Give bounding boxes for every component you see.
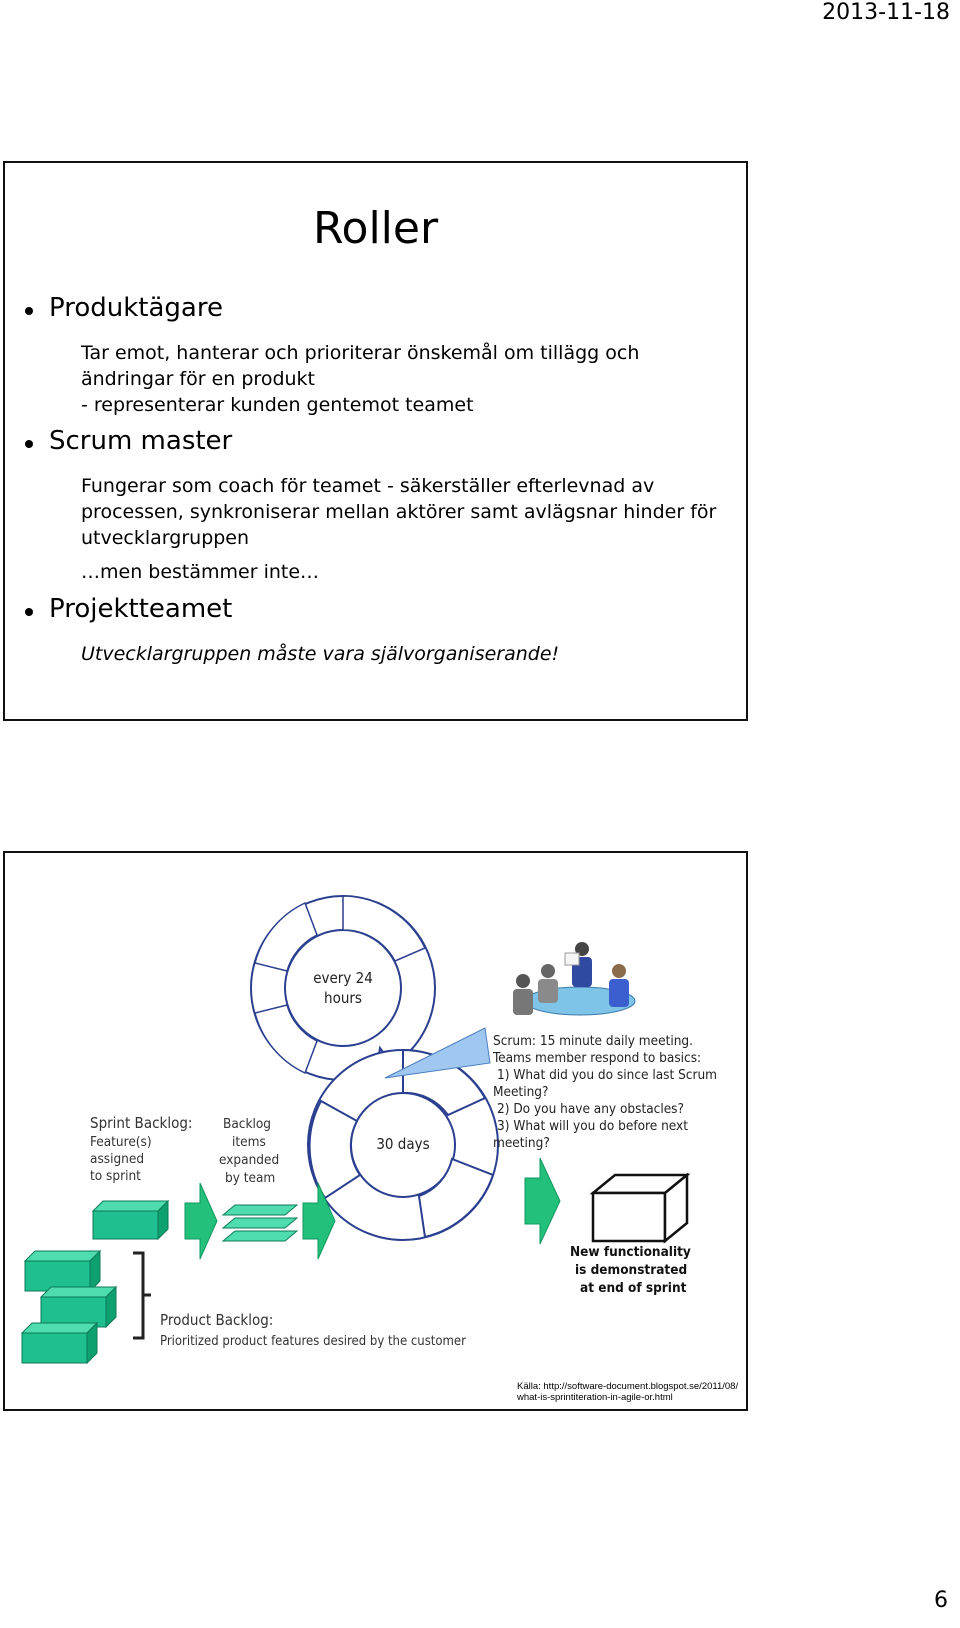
slide-title: Roller bbox=[312, 203, 439, 254]
bullet-heading: Projektteamet bbox=[49, 594, 233, 624]
slide-roller bbox=[3, 161, 748, 721]
source-line: Källa: http://software-document.blogspot.se/2011/08/ bbox=[517, 1381, 739, 1392]
sprint-backlog-line: to sprint bbox=[90, 1168, 141, 1184]
scrum-text-line: Teams member respond to basics: bbox=[493, 1050, 702, 1066]
date-header: 2013-11-18 bbox=[822, 0, 950, 25]
arrow-right-icon bbox=[525, 1158, 560, 1244]
new-functionality-line: is demonstrated bbox=[575, 1262, 688, 1278]
scrum-master-extra bbox=[81, 559, 721, 585]
backlog-items-line: expanded bbox=[219, 1152, 280, 1168]
text-line: utvecklargruppen bbox=[81, 527, 250, 549]
text-line: Utvecklargruppen måste vara självorganiserande! bbox=[81, 643, 560, 665]
produktagare-text bbox=[81, 340, 721, 418]
scrum-process-diagram bbox=[5, 853, 746, 1409]
bullet-dot bbox=[25, 608, 33, 616]
bullet-heading: Scrum master bbox=[49, 426, 233, 456]
arrow-right-icon bbox=[185, 1183, 217, 1259]
source-line: what-is-sprintiteration-in-agile-or.html bbox=[517, 1392, 673, 1403]
bullet-produktagare bbox=[49, 293, 223, 323]
scrum-text-line: Meeting? bbox=[493, 1084, 549, 1100]
bullet-projektteamet bbox=[49, 594, 232, 624]
backlog-cube bbox=[25, 1251, 100, 1291]
backlog-items-line: by team bbox=[225, 1170, 276, 1186]
sprint-label: 30 days bbox=[376, 1135, 430, 1153]
slide-scrum-diagram bbox=[3, 851, 748, 1411]
backlog-cube bbox=[22, 1323, 97, 1363]
scrum-text-line: 3) What will you do before next bbox=[497, 1118, 688, 1134]
bullet-dot bbox=[25, 307, 33, 315]
sprint-backlog-line: assigned bbox=[90, 1151, 145, 1167]
scrum-text-line: meeting? bbox=[493, 1135, 550, 1151]
product-backlog-title: Product Backlog: bbox=[160, 1311, 274, 1329]
new-functionality-line: at end of sprint bbox=[580, 1280, 687, 1296]
scrum-master-text bbox=[81, 473, 721, 551]
scrum-text-line: 2) Do you have any obstacles? bbox=[497, 1101, 684, 1117]
text-line: ändringar för en produkt bbox=[81, 368, 316, 390]
product-backlog-desc: Prioritized product features desired by the customer bbox=[160, 1334, 466, 1349]
bracket-icon bbox=[133, 1253, 151, 1338]
daily-label-line2: hours bbox=[324, 989, 362, 1007]
projektteamet-text bbox=[81, 641, 721, 667]
text-line: Tar emot, hanterar och prioriterar önskemål om tillägg och bbox=[81, 342, 640, 364]
scrum-text-line: Scrum: 15 minute daily meeting. bbox=[493, 1033, 693, 1049]
text-line: - representerar kunden gentemot teamet bbox=[81, 394, 474, 416]
backlog-items-line: items bbox=[232, 1134, 266, 1150]
text-line: Fungerar som coach för teamet - säkerställer efterlevnad av bbox=[81, 475, 655, 497]
backlog-items-line: Backlog bbox=[223, 1116, 272, 1132]
expanded-items-stack bbox=[223, 1205, 297, 1241]
bullet-dot bbox=[25, 440, 33, 448]
page-number: 6 bbox=[934, 1588, 948, 1613]
sprint-cube bbox=[93, 1201, 168, 1239]
daily-label-line1: every 24 bbox=[313, 969, 373, 987]
sprint-backlog-line: Feature(s) bbox=[90, 1134, 152, 1150]
scrum-text-line: 1) What did you do since last Scrum bbox=[497, 1067, 717, 1083]
new-functionality-line: New functionality bbox=[570, 1244, 691, 1260]
source-citation bbox=[517, 1381, 738, 1403]
sprint-backlog-title: Sprint Backlog: bbox=[90, 1114, 193, 1132]
text-line: processen, synkroniserar mellan aktörer samt avlägsnar hinder för bbox=[81, 501, 717, 523]
bullet-heading: Produktägare bbox=[49, 293, 223, 323]
backlog-cube bbox=[41, 1287, 116, 1327]
increment-box-icon bbox=[593, 1175, 687, 1241]
meeting-people-icon bbox=[513, 942, 635, 1015]
bullet-scrum-master bbox=[49, 426, 232, 456]
text-line: …men bestämmer inte… bbox=[81, 561, 320, 583]
